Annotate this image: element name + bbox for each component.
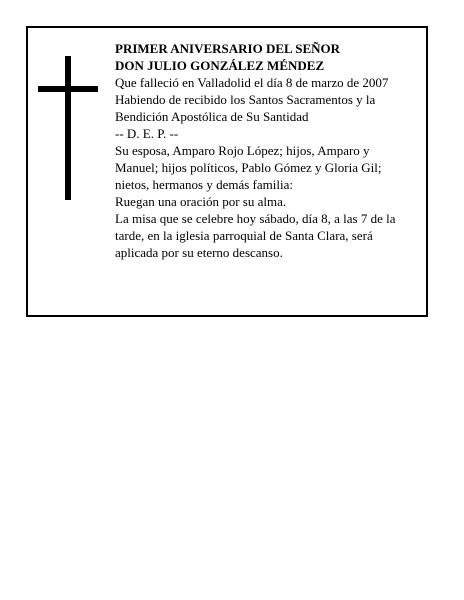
obituary-notice-frame [26, 26, 428, 317]
notice-body-line: aplicada por su eterno descanso. [115, 245, 283, 260]
notice-body-line: Habiendo de recibido los Santos Sacramentos y la [115, 92, 376, 107]
cross-horizontal-bar [38, 86, 98, 92]
notice-body-line: tarde, en la iglesia parroquial de Santa Clara, será [115, 228, 373, 243]
notice-title-line-2: DON JULIO GONZÁLEZ MÉNDEZ [115, 58, 325, 73]
notice-body-line: Ruegan una oración por su alma. [115, 194, 287, 209]
notice-body-line: Manuel; hijos políticos, Pablo Gómez y Gloria Gil; [115, 160, 382, 175]
cross-icon [38, 56, 98, 200]
notice-body-line: Bendición Apostólica de Su Santidad [115, 109, 309, 124]
notice-body-line: -- D. E. P. -- [115, 126, 179, 141]
cross-vertical-bar [65, 56, 71, 200]
notice-body-line: La misa que se celebre hoy sábado, día 8, a las 7 de la [115, 211, 396, 226]
notice-body-line: Su esposa, Amparo Rojo López; hijos, Amparo y [115, 143, 370, 158]
notice-title-line-1: PRIMER ANIVERSARIO DEL SEÑOR [115, 41, 341, 56]
notice-body-line: Que falleció en Valladolid el día 8 de marzo de 2007 [115, 75, 389, 90]
notice-text-block [115, 40, 421, 261]
notice-body-line: nietos, hermanos y demás familia: [115, 177, 293, 192]
